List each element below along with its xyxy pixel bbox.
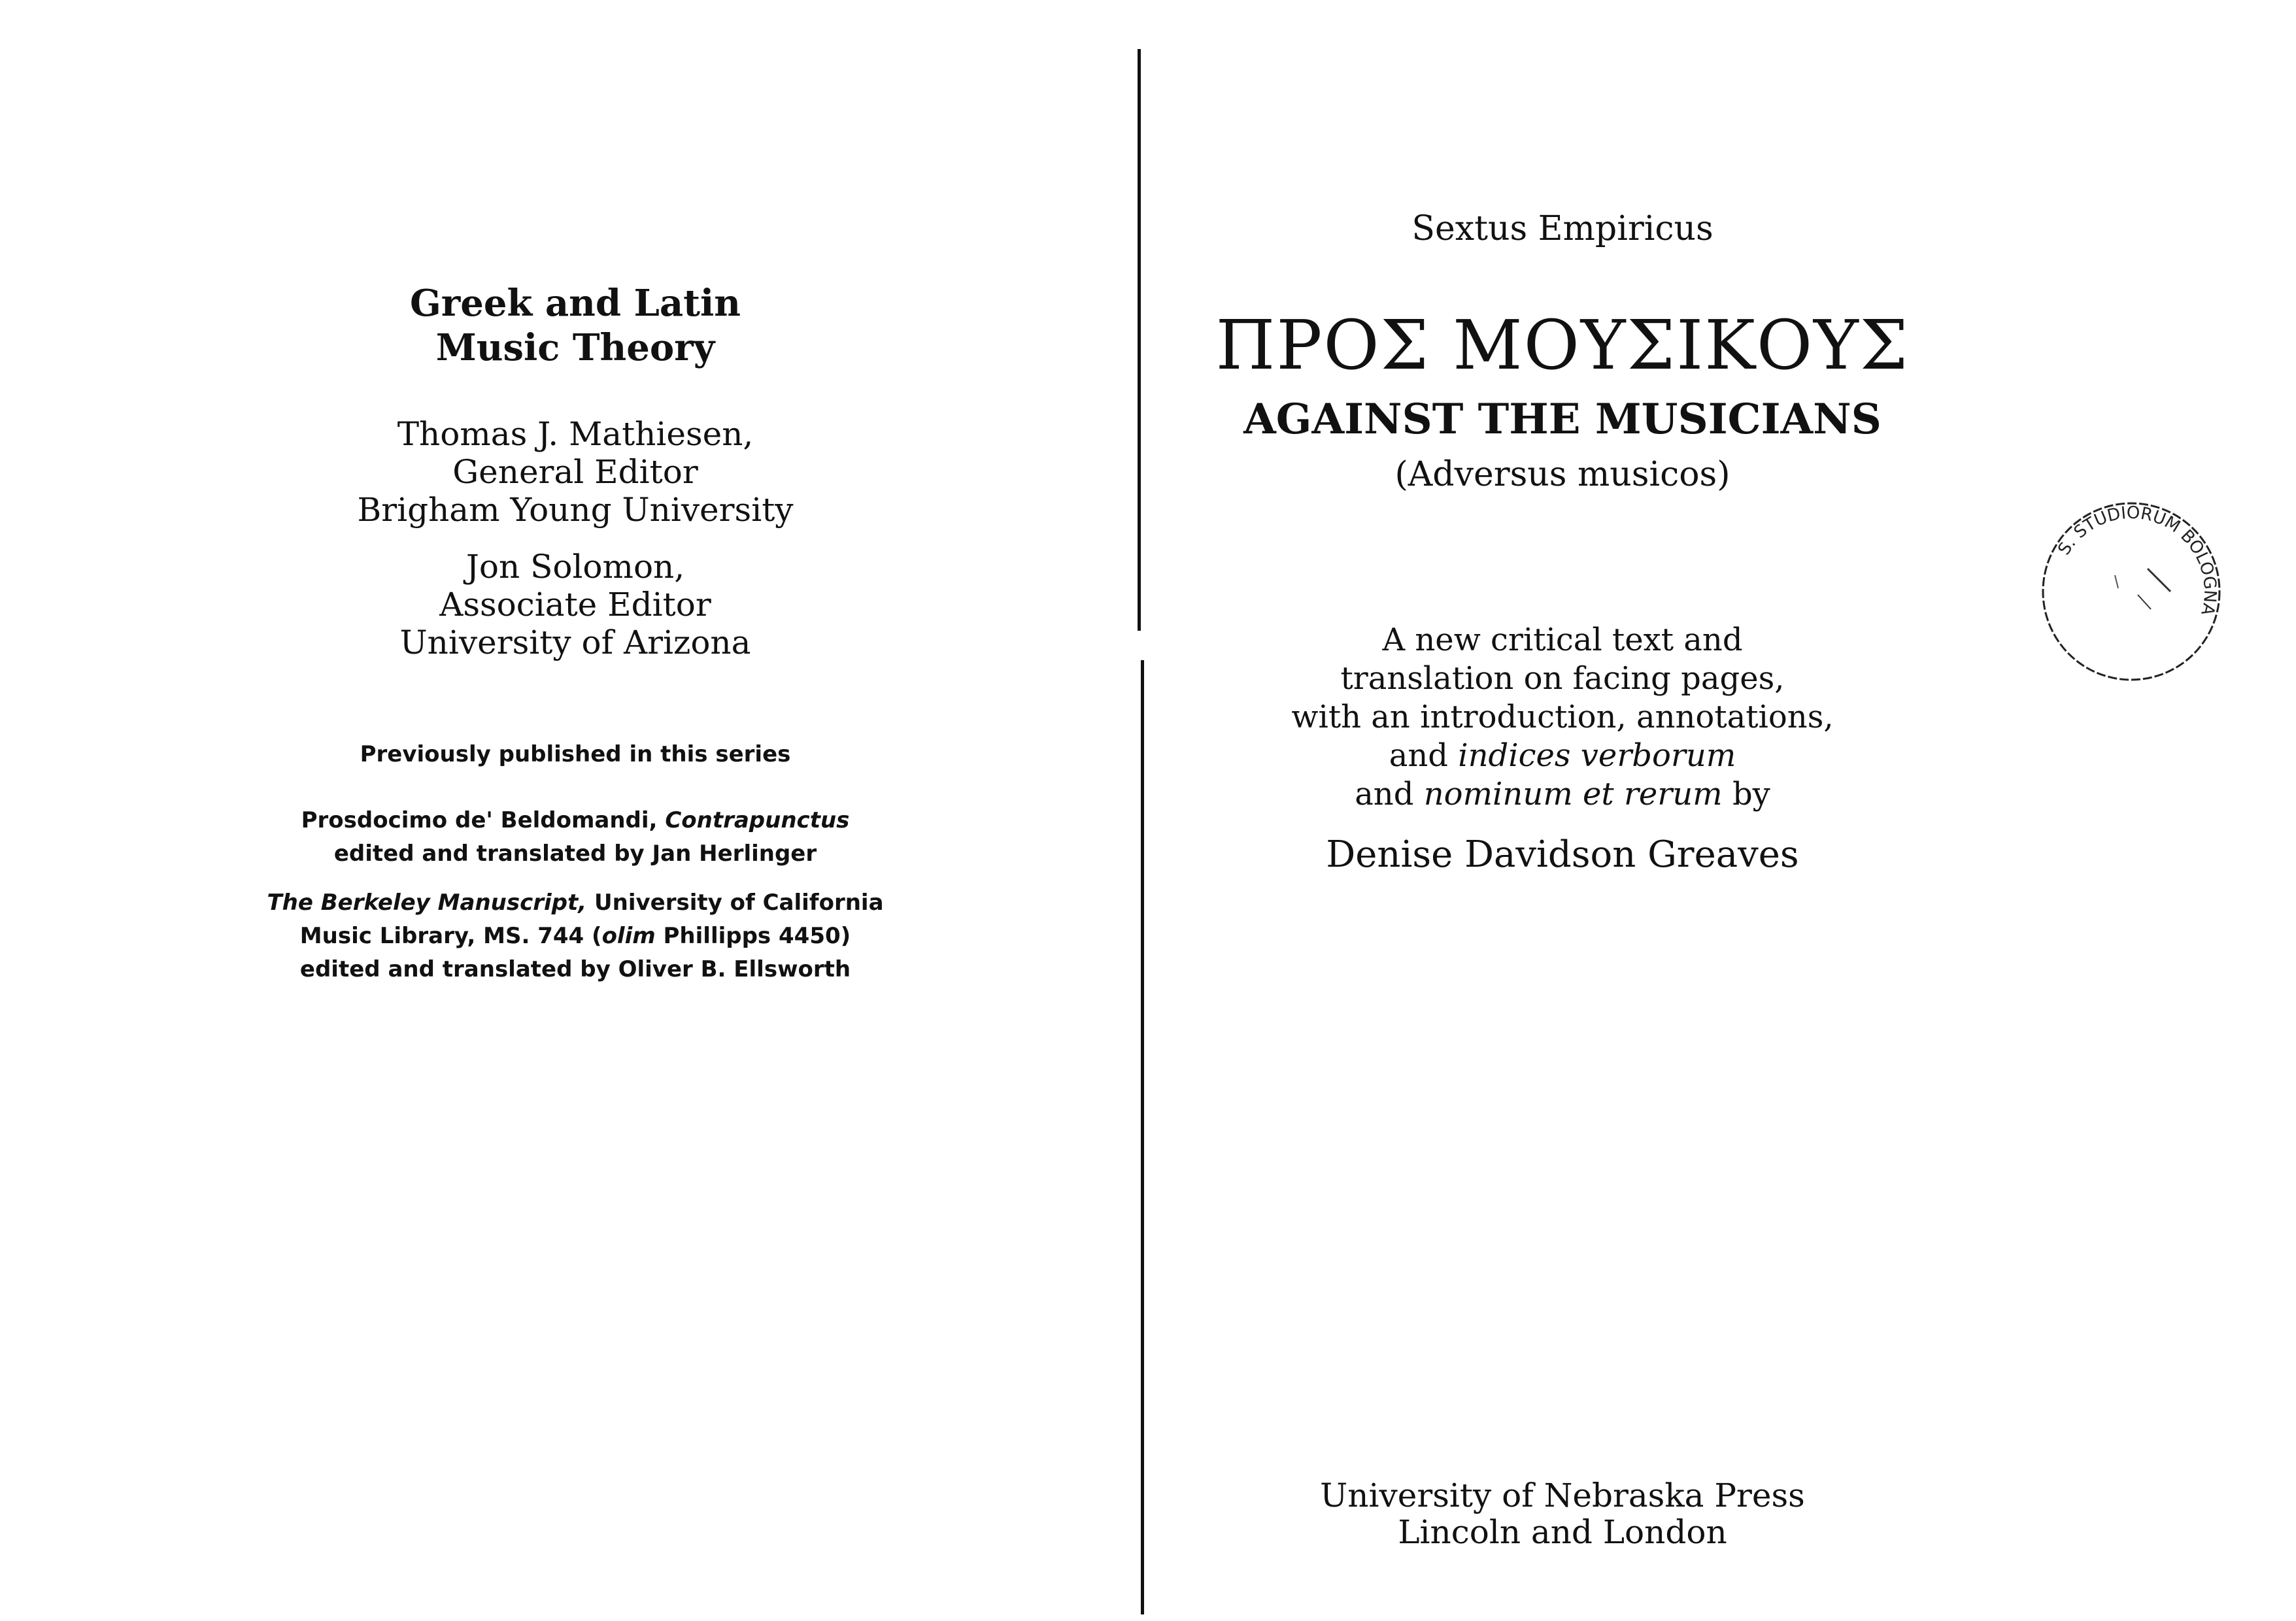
previous-title-item bbox=[216, 886, 935, 986]
library-stamp bbox=[2036, 497, 2226, 686]
series-title-line: Music Theory bbox=[435, 326, 715, 369]
editor-name: Thomas J. Mathiesen, bbox=[397, 415, 754, 453]
editor-name: Jon Solomon, bbox=[465, 548, 685, 586]
editor-affiliation: Brigham Young University bbox=[357, 491, 794, 529]
previous-title-credit: edited and translated by Jan Herlinger bbox=[333, 841, 817, 867]
english-title: AGAINST THE MUSICIANS bbox=[1243, 395, 1882, 444]
description-line bbox=[1183, 737, 1942, 775]
series-title-line: Greek and Latin bbox=[409, 282, 741, 325]
previous-title-line bbox=[216, 804, 935, 837]
series-title bbox=[216, 281, 935, 370]
editor-affiliation: University of Arizona bbox=[399, 624, 751, 661]
previously-published-heading: Previously published in this series bbox=[360, 741, 791, 767]
previous-title-name: The Berkeley Manuscript, bbox=[267, 890, 587, 916]
description-line: translation on facing pages, bbox=[1340, 660, 1785, 697]
gutter-line bbox=[1138, 49, 1141, 631]
greek-title: ΠΡΟΣ ΜΟΥΣΙΚΟΥΣ bbox=[1215, 305, 1910, 385]
translator-name: Denise Davidson Greaves bbox=[1326, 833, 1799, 876]
description-word: and bbox=[1389, 737, 1448, 774]
general-editor-block bbox=[216, 415, 935, 529]
previous-title-shelfmark: Music Library, MS. 744 ( bbox=[299, 923, 602, 949]
editor-role: Associate Editor bbox=[439, 586, 711, 624]
previous-title-publisher: University of California bbox=[594, 890, 884, 916]
description-line bbox=[1183, 775, 1942, 814]
right-page bbox=[1151, 0, 2296, 1621]
previous-title-shelfmark-rest: Phillipps 4450) bbox=[663, 923, 851, 949]
previous-title-line bbox=[216, 920, 935, 953]
description-line: with an introduction, annotations, bbox=[1291, 699, 1834, 735]
description-italic: nominum et rerum bbox=[1423, 776, 1723, 812]
publisher-block bbox=[1183, 1477, 1942, 1550]
previous-title-line bbox=[216, 886, 935, 920]
gutter-line bbox=[1141, 660, 1144, 1614]
publisher-name: University of Nebraska Press bbox=[1320, 1477, 1805, 1514]
left-page bbox=[0, 0, 1138, 1621]
description-word: by bbox=[1732, 776, 1770, 812]
associate-editor-block bbox=[216, 548, 935, 661]
previous-title-name: Contrapunctus bbox=[665, 807, 850, 833]
previous-title-item bbox=[216, 804, 935, 871]
latin-title: (Adversus musicos) bbox=[1394, 455, 1730, 494]
publisher-location: Lincoln and London bbox=[1398, 1513, 1727, 1551]
description-italic: indices verborum bbox=[1458, 737, 1736, 774]
previous-title-credit: edited and translated by Oliver B. Ellsworth bbox=[299, 956, 851, 982]
previous-title-author: Prosdocimo de' Beldomandi, bbox=[301, 807, 658, 833]
edition-description bbox=[1183, 621, 1942, 814]
previous-title-olim: olim bbox=[601, 923, 656, 949]
library-stamp-text: S. STUDIORUM BOLOGNA bbox=[2054, 503, 2220, 618]
library-stamp-icon bbox=[2036, 497, 2226, 686]
editor-role: General Editor bbox=[452, 453, 698, 491]
description-line: A new critical text and bbox=[1382, 622, 1743, 658]
author-name: Sextus Empiricus bbox=[1411, 209, 1714, 248]
description-word: and bbox=[1355, 776, 1414, 812]
